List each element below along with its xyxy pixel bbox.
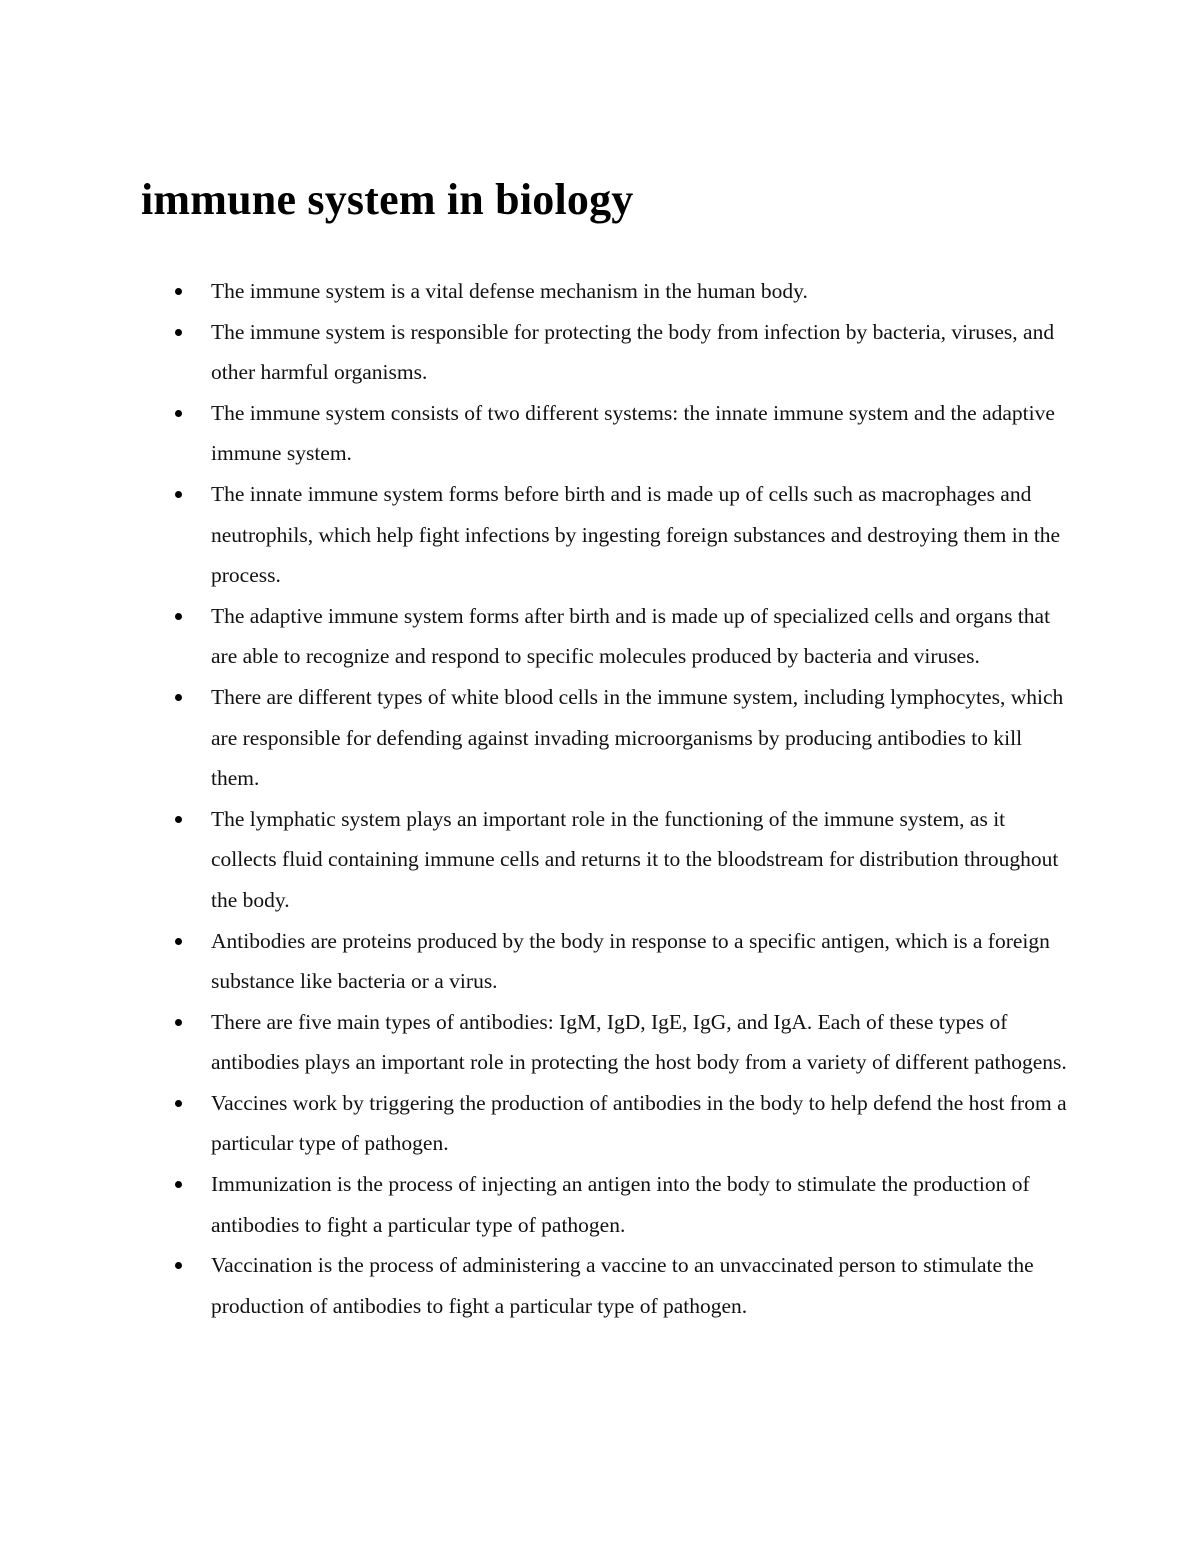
list-item [0, 677, 1071, 799]
bullet-icon [175, 288, 182, 295]
list-item [0, 1083, 1071, 1164]
bullet-icon [175, 491, 182, 498]
list-item-text: The immune system is a vital defense mechanism in the human body. [211, 279, 808, 303]
bullet-icon [175, 1262, 182, 1269]
list-item-text: Antibodies are proteins produced by the body in response to a specific antigen, which is a foreign substance like bacteria or a virus. [211, 928, 1050, 994]
list-item [0, 312, 1071, 393]
list-item [0, 393, 1071, 474]
bullet-icon [175, 329, 182, 336]
list-item-text: Vaccination is the process of administering a vaccine to an unvaccinated person to stimulate the production of antibodies to fight a particular type of pathogen. [211, 1253, 1034, 1318]
bullet-icon [175, 694, 182, 701]
list-item-text: The immune system is responsible for protecting the body from infection by bacteria, viruses, and other harmful organisms. [211, 319, 1055, 385]
bullet-icon [175, 1181, 182, 1188]
list-item [0, 474, 1071, 596]
list-item-text: The immune system consists of two different systems: the innate immune system and the adaptive immune system. [211, 400, 1055, 466]
list-item [0, 921, 1071, 1002]
bullet-icon [175, 816, 182, 823]
bullet-icon [175, 410, 182, 417]
bullet-icon [175, 938, 182, 945]
list-item [0, 1164, 1071, 1245]
list-item [0, 596, 1071, 677]
bullet-list [0, 271, 1200, 1326]
list-item [0, 1245, 1071, 1326]
list-item-text: Immunization is the process of injecting an antigen into the body to stimulate the production of antibodies to fight a particular type of pathogen. [211, 1172, 1030, 1237]
list-item-text: The innate immune system forms before birth and is made up of cells such as macrophages and neutrophils, which help fight infections by ingesting foreign substances and destroying them in the process. [211, 481, 1061, 588]
list-item [0, 271, 1071, 312]
list-item [0, 799, 1071, 921]
list-item-text: The lymphatic system plays an important role in the functioning of the immune system, as it collects fluid containing immune cells and returns it to the bloodstream for distribution throughout the body. [211, 806, 1059, 912]
bullet-icon [175, 1019, 182, 1026]
document-title: immune system in biology [141, 175, 634, 224]
list-item-text: The adaptive immune system forms after birth and is made up of specialized cells and organs that are able to recognize and respond to specific molecules produced by bacteria and viruses. [211, 603, 1051, 669]
bullet-icon [175, 613, 182, 620]
list-item-text: There are five main types of antibodies: IgM, IgD, IgE, IgG, and IgA. Each of these types of antibodies plays an important role in protecting the host body from a variety of different pathogens. [211, 1009, 1067, 1075]
list-item-text: There are different types of white blood cells in the immune system, including lymphocytes, which are responsible for defending against invading microorganisms by producing antibodies to kill them. [211, 684, 1064, 791]
list-item-text: Vaccines work by triggering the production of antibodies in the body to help defend the host from a particular type of pathogen. [211, 1090, 1067, 1156]
bullet-icon [175, 1100, 182, 1107]
list-item [0, 1002, 1071, 1083]
